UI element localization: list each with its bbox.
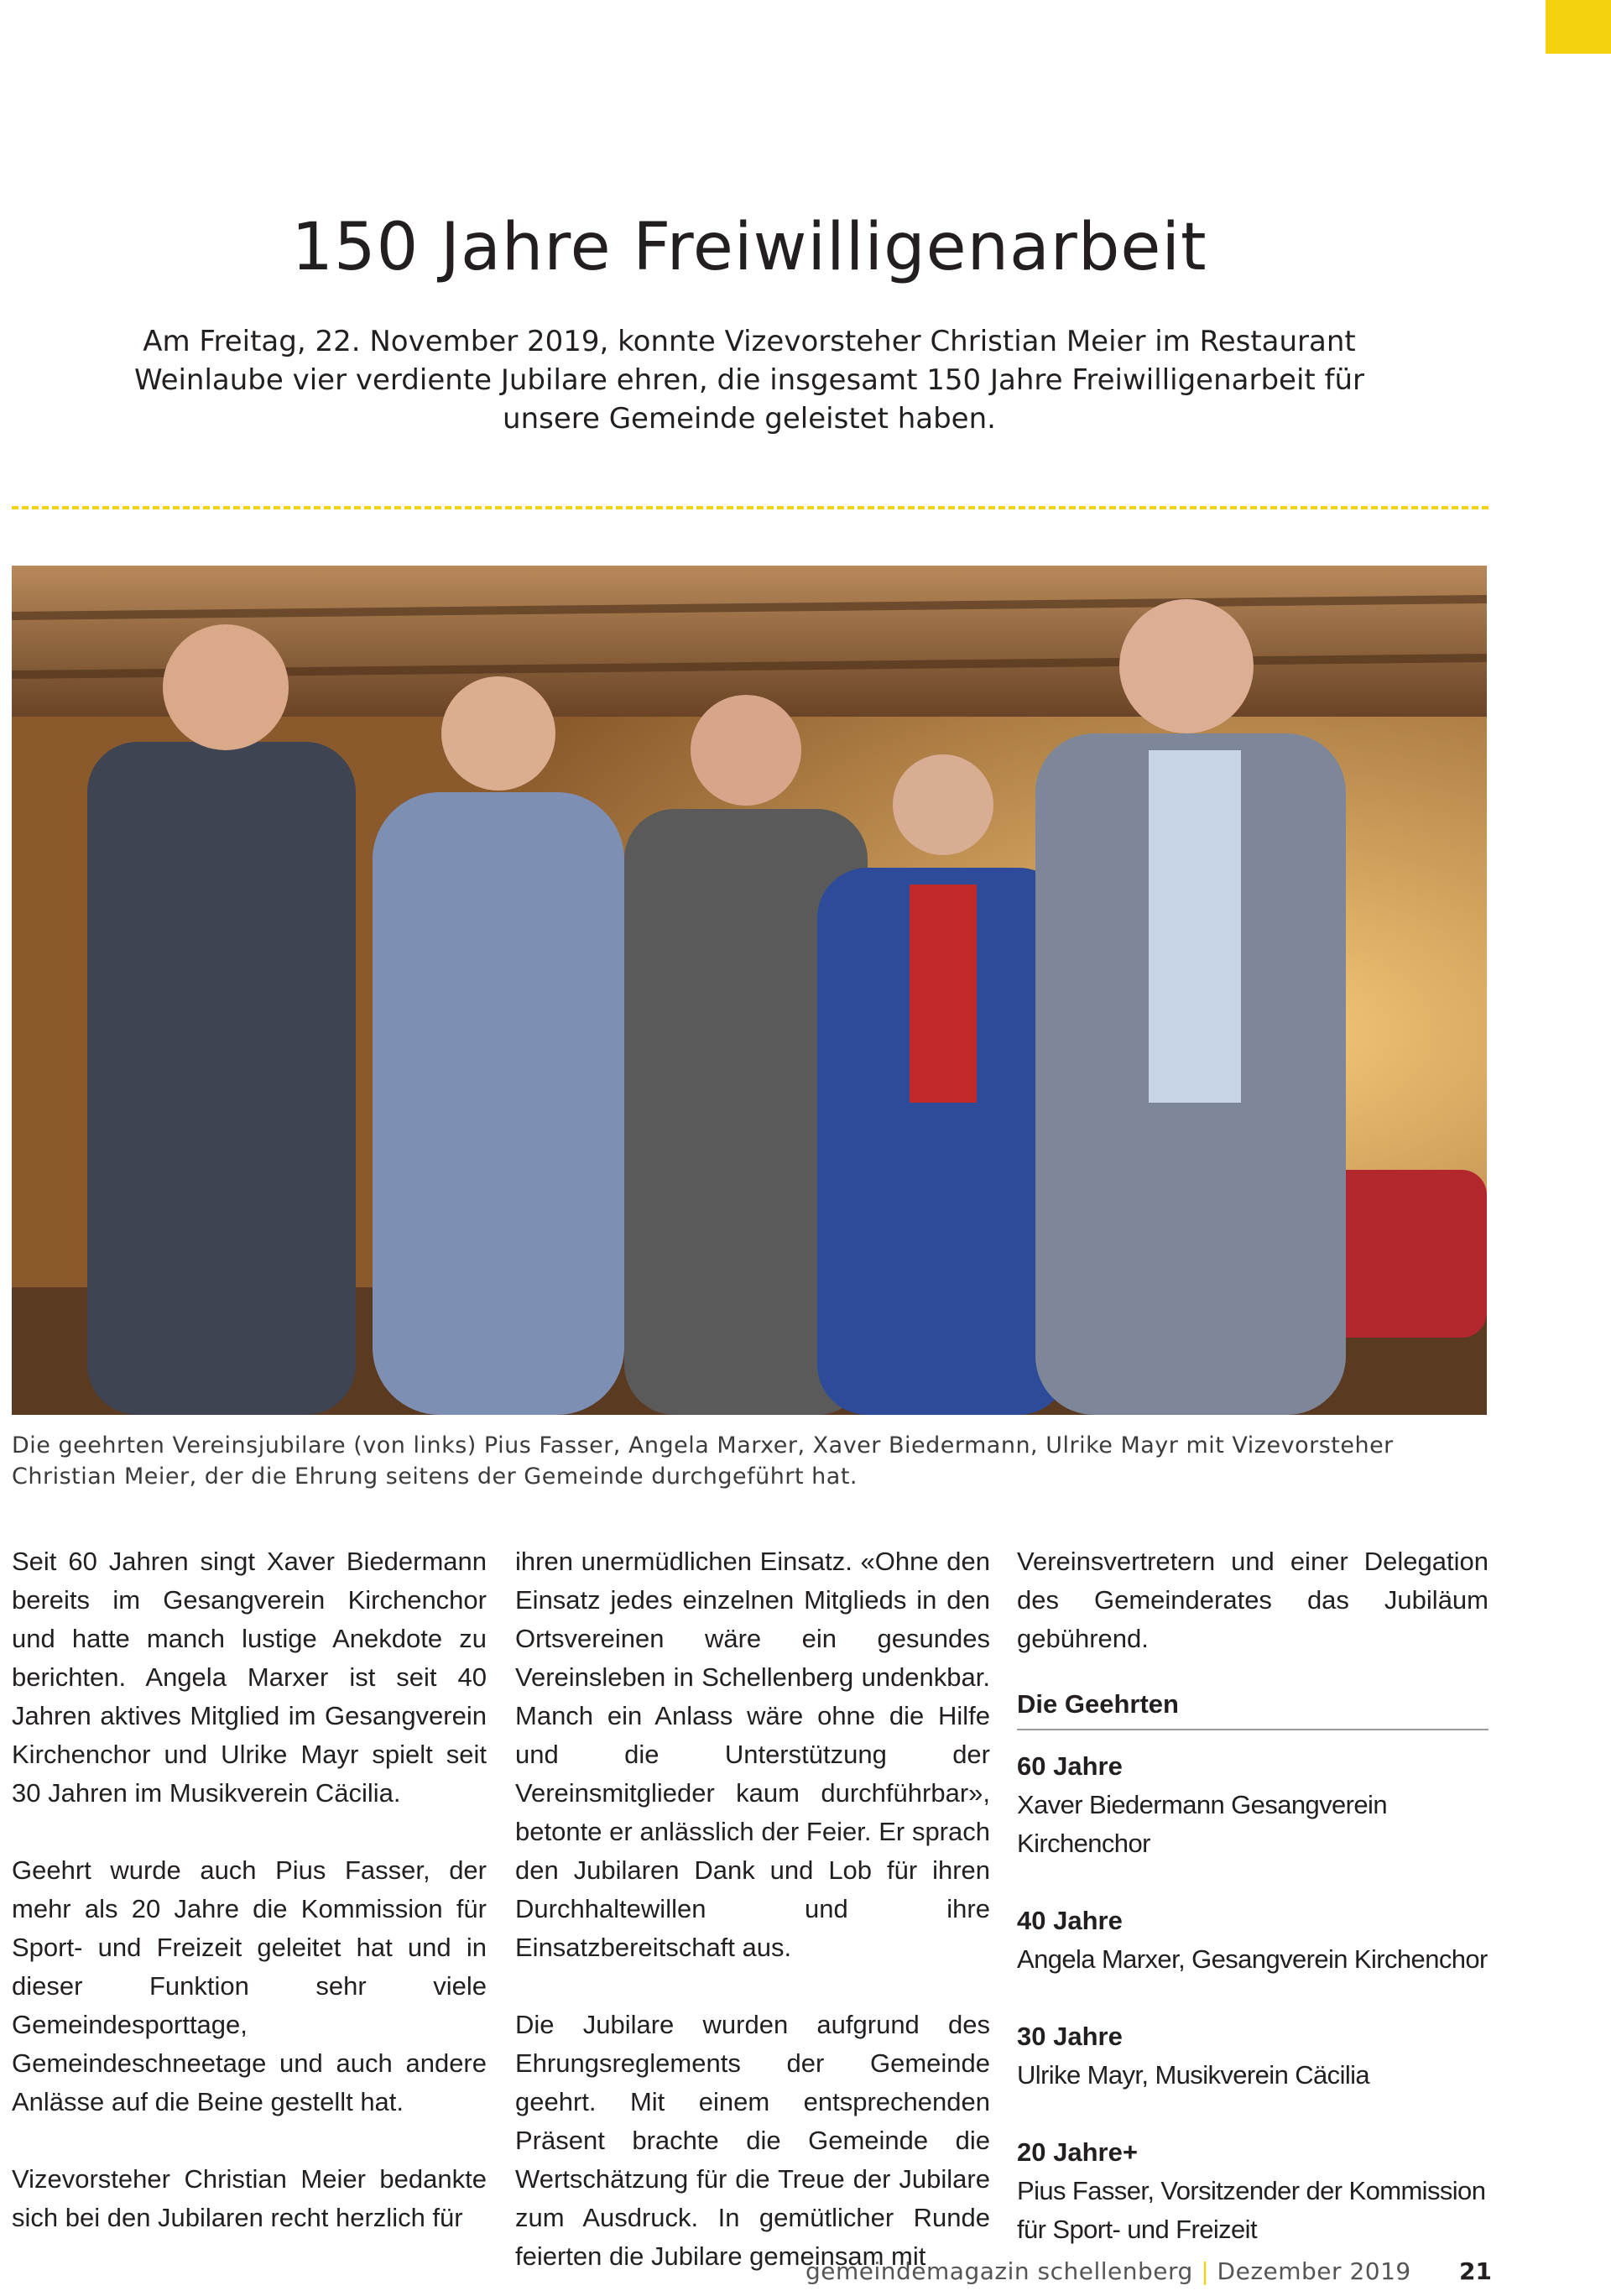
paragraph: Vizevorsteher Christian Meier bedankte sich bei den Jubilaren recht herzlich für xyxy=(12,2164,487,2232)
article-column-1 xyxy=(12,1542,487,2276)
group-photo xyxy=(12,566,1487,1415)
honoree-years: 20 Jahre+ xyxy=(1017,2137,1138,2167)
dashed-divider xyxy=(12,506,1488,509)
honoree-years: 40 Jahre xyxy=(1017,1906,1123,1935)
honoree-years: 60 Jahre xyxy=(1017,1751,1123,1781)
honoree-names: Xaver Biedermann Gesangverein Kirchenchor xyxy=(1017,1790,1387,1858)
honoree-years: 30 Jahre xyxy=(1017,2022,1123,2051)
photo-caption: Die geehrten Vereinsjubilare (von links) Pius Fasser, Angela Marxer, Xaver Biedermann, Ulrike Mayr mit Vizevorsteher Christian Meier, der die Ehrung seitens der Gemeinde durchgeführt hat. xyxy=(12,1432,1394,1490)
magazine-name: gemeindemagazin schellenberg xyxy=(806,2257,1193,2285)
honorees-heading: Die Geehrten xyxy=(1017,1689,1179,1719)
article-column-2 xyxy=(515,1542,990,2296)
paragraph: Seit 60 Jahren singt Xaver Biedermann bereits im Gesangverein Kirchenchor und hatte manch lustige Anekdote zu berichten. Angela Marxer ist seit 40 Jahren aktives Mitglied im Gesangverein Kirchenchor und Ulrike Mayr spielt seit 30 Jahren im Musikverein Cäcilia. xyxy=(12,1547,487,1808)
person-pius-fasser xyxy=(87,624,356,1415)
heading-rule xyxy=(1017,1729,1488,1730)
page-number: 21 xyxy=(1459,2257,1492,2285)
footer-separator: | xyxy=(1201,2257,1210,2285)
paragraph: ihren unermüdlichen Einsatz. «Ohne den Einsatz jedes einzelnen Mitglieds in den Ortsvereinen wäre ein gesundes Vereinsleben in Schellenberg undenkbar. Manch ein Anlass wäre ohne die Hilfe und die Unterstützung der Vereinsmitglieder kaum durchführbar», betonte er anlässlich der Feier. Er sprach den Jubilaren Dank und Lob für ihren Durchhaltewillen und ihre Einsatzbereitschaft aus. xyxy=(515,1547,990,1962)
issue-date: Dezember 2019 xyxy=(1217,2257,1411,2285)
paragraph: Die Jubilare wurden aufgrund des Ehrungsreglements der Gemeinde geehrt. Mit einem entsprechenden Präsent brachte die Gemeinde die Wertschätzung für die Treue der Jubilare zum Ausdruck. In gemütlicher Runde feierten die Jubilare gemeinsam mit xyxy=(515,2010,990,2271)
honoree-entry xyxy=(1017,2017,1488,2095)
honoree-names: Angela Marxer, Gesangverein Kirchenchor xyxy=(1017,1944,1488,1974)
honoree-names: Ulrike Mayr, Musikverein Cäcilia xyxy=(1017,2060,1370,2090)
honoree-entry xyxy=(1017,2133,1488,2249)
page-title: 150 Jahre Freiwilligenarbeit xyxy=(291,210,1207,285)
paragraph: Vereinsvertretern und einer Delegation des Gemeinderates das Jubiläum gebührend. xyxy=(1017,1547,1488,1653)
honoree-entry xyxy=(1017,1902,1488,1979)
corner-color-tab xyxy=(1546,0,1611,54)
article-column-3 xyxy=(1017,1542,1488,2288)
honoree-entry xyxy=(1017,1747,1488,1863)
page-footer xyxy=(806,2257,1477,2285)
paragraph: Geehrt wurde auch Pius Fasser, der mehr als 20 Jahre die Kommission für Sport- und Freizeit geleitet hat und in dieser Funktion sehr viele Gemeindesporttage, Gemeindeschneetage und auch andere Anlässe auf die Beine gestellt hat. xyxy=(12,1855,487,2116)
honoree-names: Pius Fasser, Vorsitzender der Kommission für Sport- und Freizeit xyxy=(1017,2176,1486,2244)
lead-paragraph: Am Freitag, 22. November 2019, konnte Vizevorsteher Christian Meier im Restaurant Weinlaube vier verdiente Jubilare ehren, die insgesamt 150 Jahre Freiwilligenarbeit für unsere Gemeinde geleistet haben. xyxy=(133,325,1365,436)
